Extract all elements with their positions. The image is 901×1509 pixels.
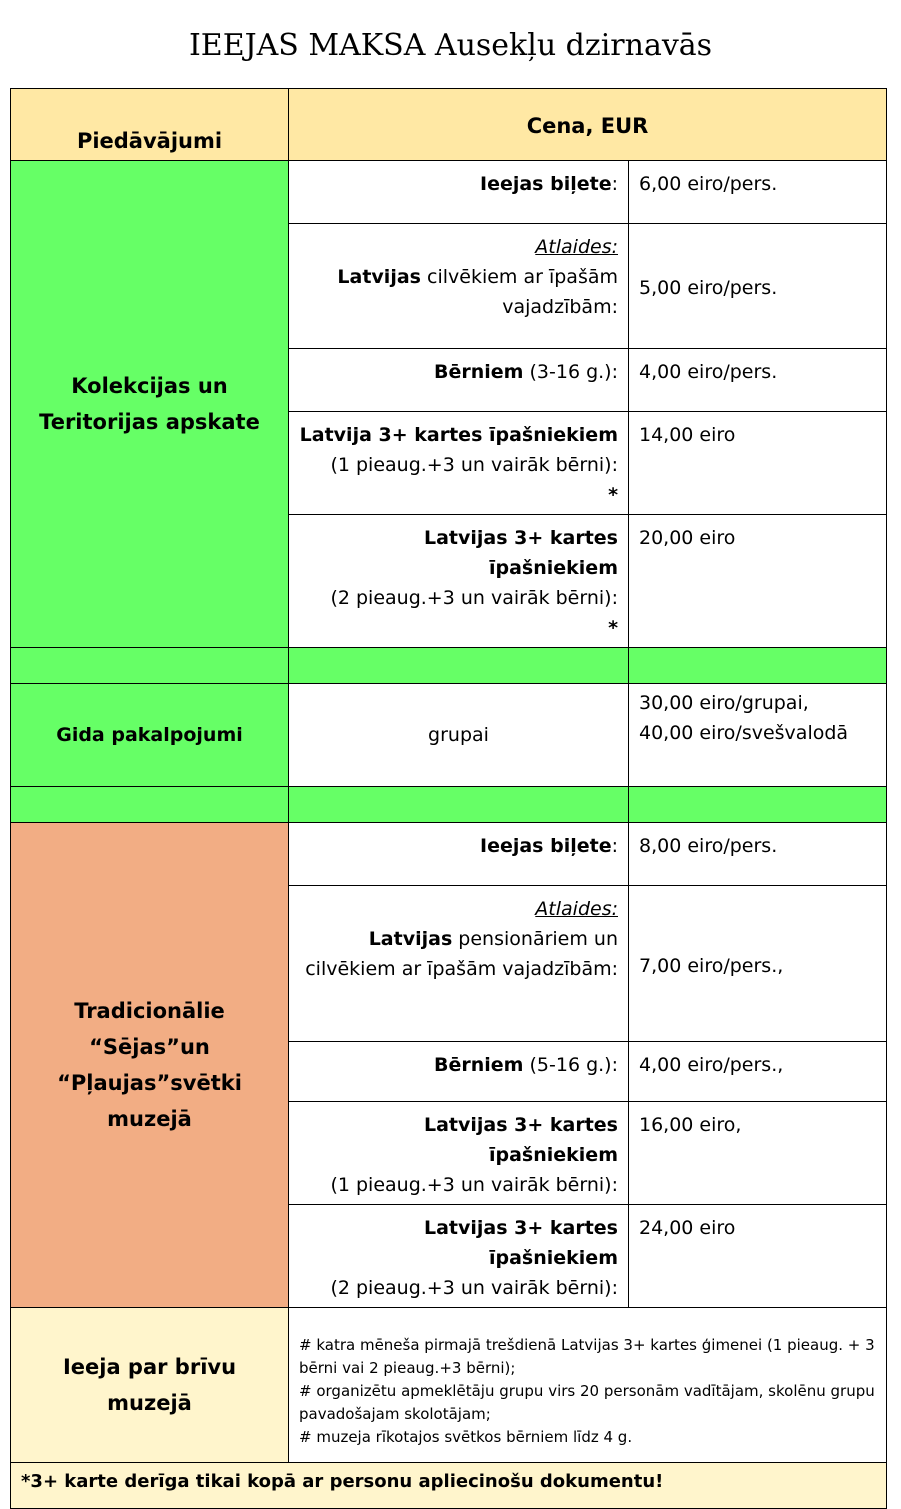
note-item: # katra mēneša pirmajā trešdienā Latvijas 3+ kartes ģimenei (1 pieaug. + 3 bērni vai 2 pieaug.+3 bērni); [299, 1336, 875, 1377]
offer-free-entry: Ieeja par brīvu muzejā [11, 1308, 289, 1463]
row-discount-3: Atlaides: Latvijas pensionāriem un cilvēkiem ar īpašām vajadzībām: [289, 886, 629, 1042]
price-family-3a: 16,00 eiro, [629, 1102, 887, 1205]
price-ticket-1: 6,00 eiro/pers. [629, 161, 887, 224]
price-table [10, 88, 887, 1509]
note-item: # organizētu apmeklētāju grupu virs 20 personām vadītājam, skolēnu grupu pavadošajam skolotājam; [299, 1382, 875, 1423]
price-children-3: 4,00 eiro/pers., [629, 1042, 887, 1102]
price-discount-3: 7,00 eiro/pers., [629, 886, 887, 1042]
header-price-cell [289, 89, 887, 161]
row-discount-1: Atlaides: Latvijas cilvēkiem ar īpašām vajadzībām: [289, 224, 629, 349]
price-discount-1: 5,00 eiro/pers. [629, 224, 887, 349]
header-price: Cena, EUR [526, 114, 649, 138]
price-children-1: 4,00 eiro/pers. [629, 349, 887, 412]
note-item: # muzeja rīkotajos svētkos bērniem līdz 4 g. [299, 1428, 633, 1446]
price-family-3b: 24,00 eiro [629, 1205, 887, 1308]
row-family-1b: Latvijas 3+ kartes īpašniekiem (2 pieaug.+3 un vairāk bērni): * [289, 515, 629, 648]
row-ticket-1: Ieejas biļete: [289, 161, 629, 224]
footer-note: *3+ karte derīga tikai kopā ar personu apliecinošu dokumentu! [11, 1463, 887, 1509]
price-guide: 30,00 eiro/grupai, 40,00 eiro/svešvalodā [629, 684, 887, 787]
offer-guide-service: Gida pakalpojumi [11, 684, 289, 787]
row-guide: grupai [289, 684, 629, 787]
header-offer: Piedāvājumi [76, 129, 223, 153]
row-family-3a: Latvijas 3+ kartes īpašniekiem (1 pieaug.+3 un vairāk bērni): [289, 1102, 629, 1205]
offer-festivals: Tradicionālie “Sējas”un “Pļaujas”svētki muzejā [11, 823, 289, 1308]
row-family-3b: Latvijas 3+ kartes īpašniekiem (2 pieaug.+3 un vairāk bērni): [289, 1205, 629, 1308]
row-children-1: Bērniem (3-16 g.): [289, 349, 629, 412]
price-family-1b: 20,00 eiro [629, 515, 887, 648]
offer-collection-tour: Kolekcijas un Teritorijas apskate [11, 161, 289, 648]
spacer-cell [11, 648, 289, 684]
page-title: IEEJAS MAKSA Ausekļu dzirnavās [188, 28, 713, 63]
row-family-1a: Latvija 3+ kartes īpašniekiem (1 pieaug.+3 un vairāk bērni): * [289, 412, 629, 515]
row-ticket-3: Ieejas biļete: [289, 823, 629, 886]
price-family-1a: 14,00 eiro [629, 412, 887, 515]
spacer-cell [11, 787, 289, 823]
price-ticket-3: 8,00 eiro/pers. [629, 823, 887, 886]
row-children-3: Bērniem (5-16 g.): [289, 1042, 629, 1102]
free-entry-notes [289, 1308, 887, 1463]
header-offer-cell [11, 89, 289, 161]
